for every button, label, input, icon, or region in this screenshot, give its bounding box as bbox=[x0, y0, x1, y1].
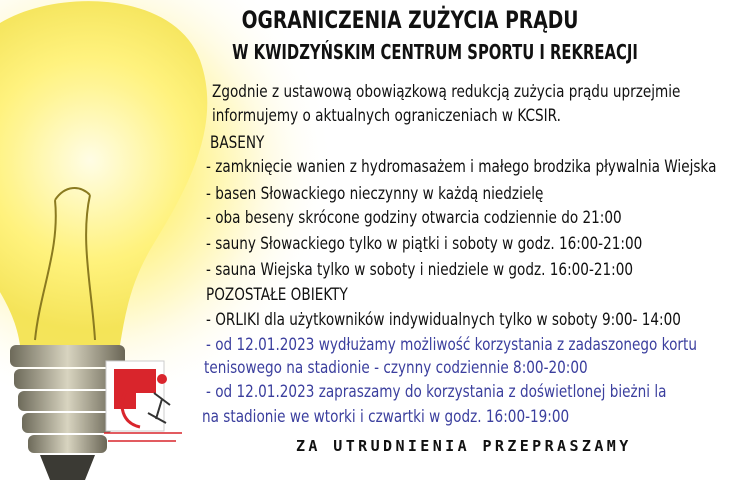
page-subtitle: W KWIDZYŃSKIM CENTRUM SPORTU I REKREACJI bbox=[232, 40, 638, 64]
track-notice-line-1: - od 12.01.2023 zapraszamy do korzystania z doświetlonej bieżni la bbox=[206, 382, 667, 402]
section-heading-other: POZOSTAŁE OBIEKTY bbox=[206, 285, 348, 305]
tennis-court-notice-line-1: - od 12.01.2023 wydłużamy możliwość korzystania z zadaszonego kortu bbox=[206, 335, 697, 355]
pool-item: - basen Słowackiego nieczynny w każdą niedzielę bbox=[206, 184, 544, 204]
intro-text-line-1: Zgodnie z ustawową obowiązkową redukcją zużycia prądu uprzejmie bbox=[212, 82, 681, 102]
pool-item: - sauna Wiejska tylko w soboty i niedziele w godz. 16:00-21:00 bbox=[206, 260, 634, 280]
tennis-court-notice-line-2: tenisowego na stadionie - czynny codziennie 8:00-20:00 bbox=[204, 358, 588, 378]
pool-item: - sauny Słowackiego tylko w piątki i soboty w godz. 16:00-21:00 bbox=[206, 234, 643, 254]
apology-footer: ZA UTRUDNIENIA PRZEPRASZAMY bbox=[296, 437, 632, 455]
intro-text-line-2: informujemy o aktualnych ograniczeniach w KCSIR. bbox=[212, 106, 561, 126]
kcsir-logo bbox=[96, 353, 192, 455]
other-item: - ORLIKI dla użytkowników indywidualnych tylko w soboty 9:00- 14:00 bbox=[206, 310, 681, 330]
section-heading-pools: BASENY bbox=[210, 133, 265, 153]
pool-item: - zamknięcie wanien z hydromasażem i małego brodzika pływalnia Wiejska bbox=[206, 157, 717, 177]
page-title: OGRANICZENIA ZUŻYCIA PRĄDU bbox=[241, 6, 579, 34]
track-notice-line-2: na stadionie we wtorki i czwartki w godz. 16:00-19:00 bbox=[202, 407, 570, 427]
pool-item: - oba beseny skrócone godziny otwarcia codziennie do 21:00 bbox=[206, 208, 622, 228]
